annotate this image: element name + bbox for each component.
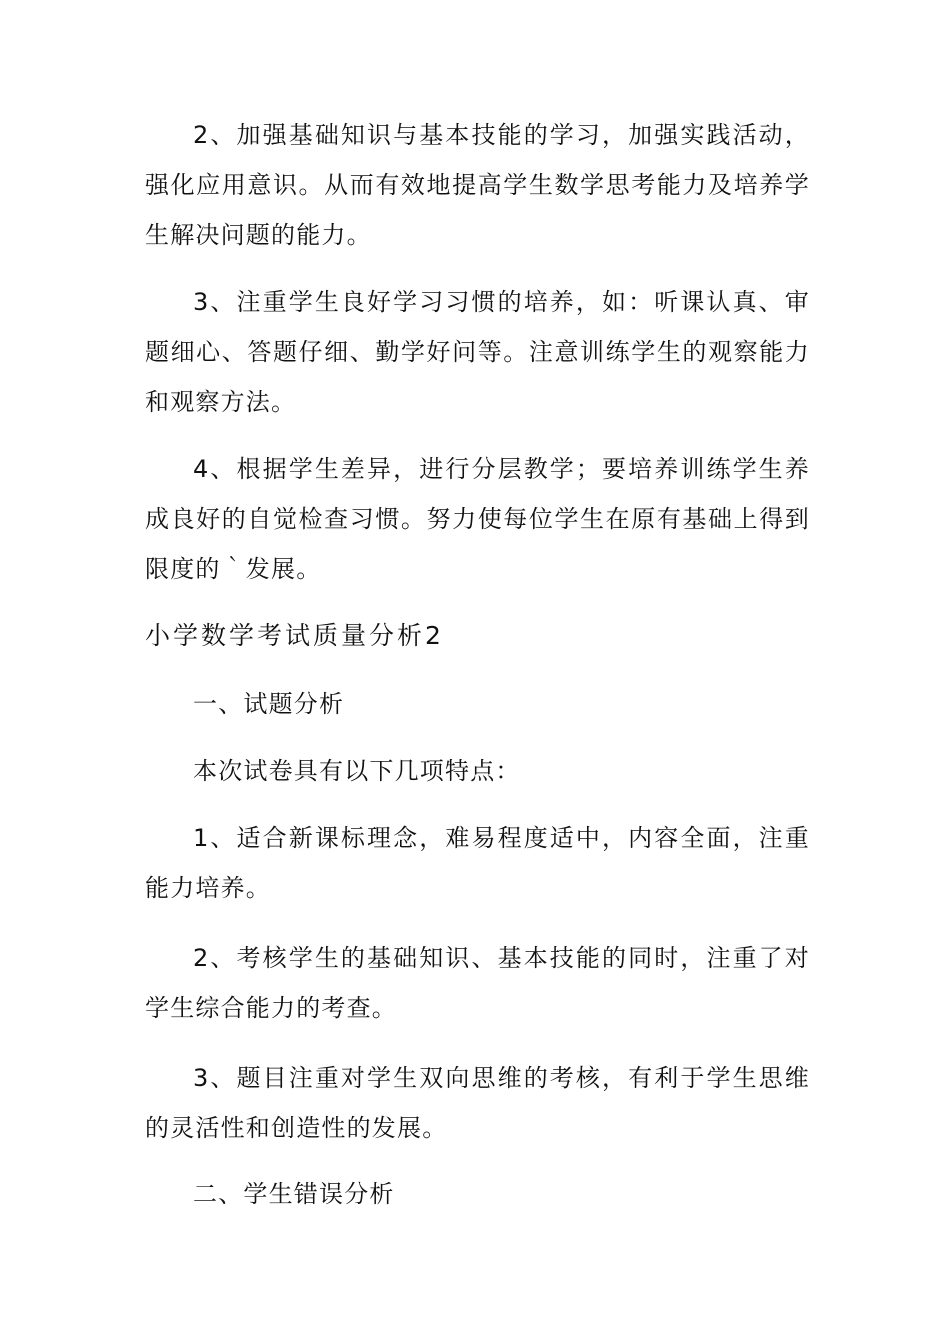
paragraph-point-2: 2、加强基础知识与基本技能的学习，加强实践活动，强化应用意识。从而有效地提高学生数学思考能力及培养学生解决问题的能力。 (145, 121, 810, 249)
paragraph-point-3: 3、注重学生良好学习习惯的培养，如：听课认真、审题细心、答题仔细、勤学好问等。注意训练学生的观察能力和观察方法。 (145, 288, 810, 416)
feature-point-1: 1、适合新课标理念，难易程度适中，内容全面，注重能力培养。 (145, 824, 810, 902)
subheading-error-analysis: 二、学生错误分析 (193, 1180, 395, 1208)
paragraph-point-4: 4、根据学生差异，进行分层教学；要培养训练学生养成良好的自觉检查习惯。努力使每位学生在原有基础上得到限度的｀发展。 (145, 455, 810, 583)
intro-paragraph: 本次试卷具有以下几项特点： (193, 757, 521, 785)
feature-point-2: 2、考核学生的基础知识、基本技能的同时，注重了对学生综合能力的考查。 (145, 944, 810, 1022)
section-title: 小学数学考试质量分析2 (145, 621, 444, 650)
feature-point-3: 3、题目注重对学生双向思维的考核，有利于学生思维的灵活性和创造性的发展。 (145, 1064, 810, 1142)
subheading-test-analysis: 一、试题分析 (193, 690, 345, 718)
